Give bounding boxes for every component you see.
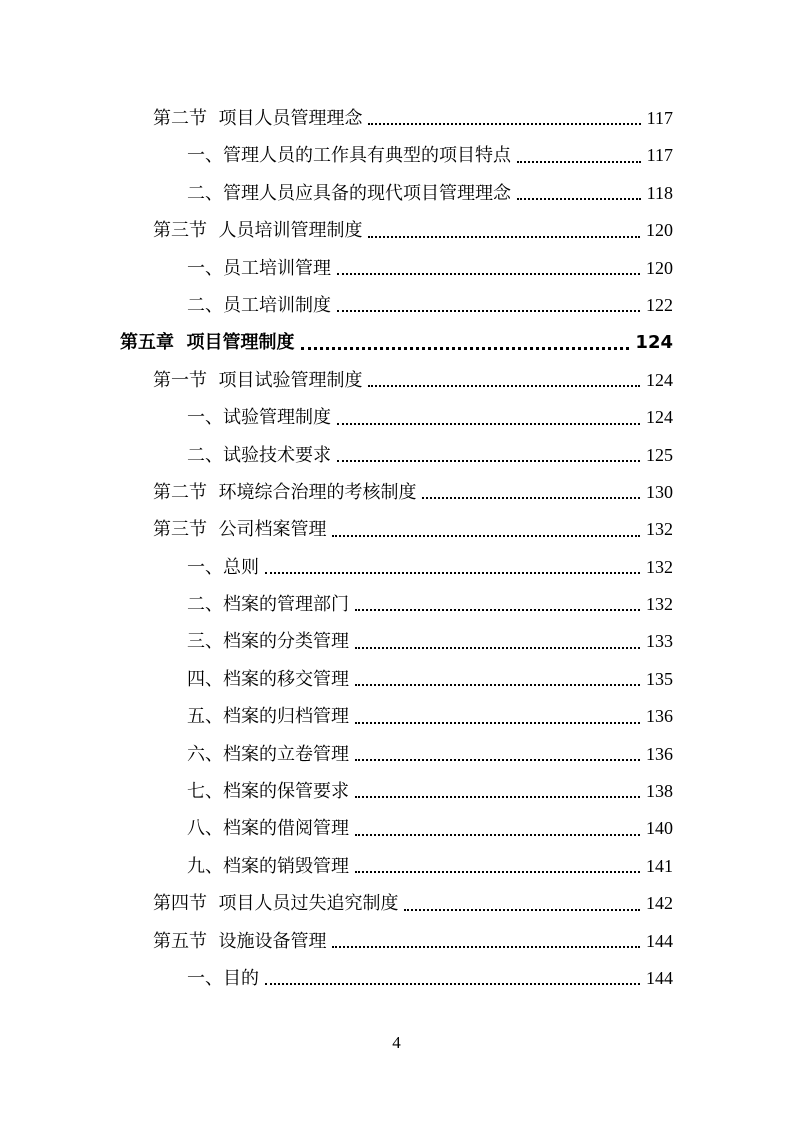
toc-entry-section[interactable] — [0, 885, 793, 922]
toc-entry-item[interactable] — [0, 736, 793, 773]
toc-entry-section[interactable] — [0, 474, 793, 511]
toc-entry-line — [187, 287, 673, 324]
dot-leader — [337, 437, 640, 474]
dot-leader — [355, 661, 640, 698]
toc-entry-page: 136 — [646, 743, 673, 764]
toc-entry-page: 132 — [646, 519, 673, 540]
toc-entry-item[interactable] — [0, 250, 793, 287]
toc-entry-item[interactable] — [0, 810, 793, 847]
toc-entry-section[interactable] — [0, 362, 793, 399]
dot-leader — [422, 474, 640, 511]
toc-entry-line — [120, 324, 673, 361]
toc-entry-line — [187, 549, 673, 586]
toc-entry-line — [153, 362, 673, 399]
toc-entry-title: 第五章 项目管理制度 — [120, 332, 295, 354]
toc-entry-item[interactable] — [0, 848, 793, 885]
toc-entry-title: 四、档案的移交管理 — [187, 668, 349, 690]
toc-entry-line — [187, 437, 673, 474]
toc-entry-title: 第五节 设施设备管理 — [153, 930, 327, 952]
toc-entry-line — [187, 661, 673, 698]
toc-entry-title: 二、档案的管理部门 — [187, 594, 349, 616]
dot-leader — [301, 324, 630, 361]
toc-entry-title: 第二节 环境综合治理的考核制度 — [153, 481, 417, 503]
toc-entry-title: 三、档案的分类管理 — [187, 631, 349, 653]
dot-leader — [337, 287, 640, 324]
toc-entry-page: 124 — [646, 369, 673, 390]
dot-leader — [265, 549, 640, 586]
toc-entry-page: 132 — [646, 556, 673, 577]
toc-entry-line — [153, 212, 673, 249]
dot-leader — [332, 511, 640, 548]
dot-leader — [332, 923, 640, 960]
toc-entry-item[interactable] — [0, 137, 793, 174]
toc-entry-line — [187, 698, 673, 735]
toc-entry-page: 124 — [635, 332, 673, 354]
toc-entry-page: 118 — [646, 182, 673, 203]
dot-leader — [337, 399, 640, 436]
dot-leader — [337, 250, 640, 287]
dot-leader — [517, 137, 641, 174]
toc-entry-page: 141 — [646, 855, 673, 876]
toc-entry-title: 一、员工培训管理 — [187, 257, 331, 279]
toc-entry-line — [153, 923, 673, 960]
toc-entry-item[interactable] — [0, 175, 793, 212]
toc-entry-title: 一、目的 — [187, 967, 259, 989]
toc-entry-line — [187, 848, 673, 885]
toc-entry-page: 132 — [646, 594, 673, 615]
toc-entry-item[interactable] — [0, 399, 793, 436]
toc-entry-title: 二、管理人员应具备的现代项目管理理念 — [187, 182, 511, 204]
toc-entry-section[interactable] — [0, 212, 793, 249]
toc-entry-page: 135 — [646, 668, 673, 689]
toc-entry-title: 五、档案的归档管理 — [187, 706, 349, 728]
toc-entry-line — [187, 586, 673, 623]
toc-entry-section[interactable] — [0, 100, 793, 137]
toc-entry-page: 138 — [646, 781, 673, 802]
toc-entry-item[interactable] — [0, 661, 793, 698]
toc-entry-title: 七、档案的保管要求 — [187, 781, 349, 803]
toc-entry-item[interactable] — [0, 773, 793, 810]
toc-entry-line — [187, 960, 673, 997]
toc-entry-line — [187, 810, 673, 847]
toc-entry-item[interactable] — [0, 623, 793, 660]
toc-entry-title: 一、试验管理制度 — [187, 407, 331, 429]
dot-leader — [368, 212, 640, 249]
toc-entry-line — [187, 250, 673, 287]
dot-leader — [517, 175, 641, 212]
toc-entry-title: 八、档案的借阅管理 — [187, 818, 349, 840]
toc-entry-item[interactable] — [0, 960, 793, 997]
dot-leader — [355, 698, 640, 735]
toc-entry-page: 133 — [646, 631, 673, 652]
toc-entry-title: 第三节 公司档案管理 — [153, 519, 327, 541]
dot-leader — [355, 848, 640, 885]
toc-entry-item[interactable] — [0, 586, 793, 623]
toc-entry-chapter[interactable] — [0, 324, 793, 361]
toc-entry-title: 九、档案的销毁管理 — [187, 855, 349, 877]
dot-leader — [368, 362, 640, 399]
dot-leader — [355, 773, 640, 810]
toc-entry-line — [187, 137, 673, 174]
toc-entry-line — [187, 623, 673, 660]
toc-entry-item[interactable] — [0, 287, 793, 324]
toc-entry-title: 六、档案的立卷管理 — [187, 743, 349, 765]
toc-entry-page: 136 — [646, 706, 673, 727]
dot-leader — [368, 100, 640, 137]
toc-entry-line — [153, 474, 673, 511]
toc-entry-page: 144 — [646, 930, 673, 951]
toc-entry-line — [153, 885, 673, 922]
table-of-contents — [0, 100, 793, 997]
toc-entry-page: 117 — [646, 145, 673, 166]
toc-entry-title: 第一节 项目试验管理制度 — [153, 369, 363, 391]
toc-entry-page: 117 — [646, 108, 673, 128]
dot-leader — [265, 960, 640, 997]
toc-entry-title: 一、管理人员的工作具有典型的项目特点 — [187, 145, 511, 167]
dot-leader — [355, 586, 640, 623]
toc-entry-item[interactable] — [0, 698, 793, 735]
toc-entry-title: 第三节 人员培训管理制度 — [153, 220, 363, 242]
toc-entry-page: 122 — [646, 294, 673, 315]
toc-entry-page: 130 — [646, 481, 673, 502]
page-number: 4 — [392, 1033, 401, 1052]
toc-entry-page: 144 — [646, 967, 673, 988]
toc-entry-title: 二、员工培训制度 — [187, 294, 331, 316]
dot-leader — [355, 623, 640, 660]
toc-entry-line — [153, 100, 673, 137]
toc-entry-title: 二、试验技术要求 — [187, 444, 331, 466]
toc-entry-line — [187, 773, 673, 810]
dot-leader — [355, 810, 640, 847]
toc-entry-page: 124 — [646, 407, 673, 428]
toc-entry-item[interactable] — [0, 549, 793, 586]
toc-entry-item[interactable] — [0, 437, 793, 474]
toc-entry-title: 第二节 项目人员管理理念 — [153, 108, 363, 129]
toc-entry-page: 142 — [646, 893, 673, 914]
toc-entry-page: 120 — [646, 257, 673, 278]
toc-entry-line — [187, 399, 673, 436]
toc-entry-title: 一、总则 — [187, 556, 259, 578]
toc-entry-page: 140 — [646, 818, 673, 839]
toc-entry-line — [187, 736, 673, 773]
dot-leader — [404, 885, 640, 922]
toc-entry-section[interactable] — [0, 923, 793, 960]
toc-entry-page: 120 — [646, 220, 673, 241]
toc-entry-title: 第四节 项目人员过失追究制度 — [153, 893, 399, 915]
dot-leader — [355, 736, 640, 773]
toc-entry-line — [153, 511, 673, 548]
toc-entry-line — [187, 175, 673, 212]
toc-entry-section[interactable] — [0, 511, 793, 548]
toc-entry-page: 125 — [646, 444, 673, 465]
